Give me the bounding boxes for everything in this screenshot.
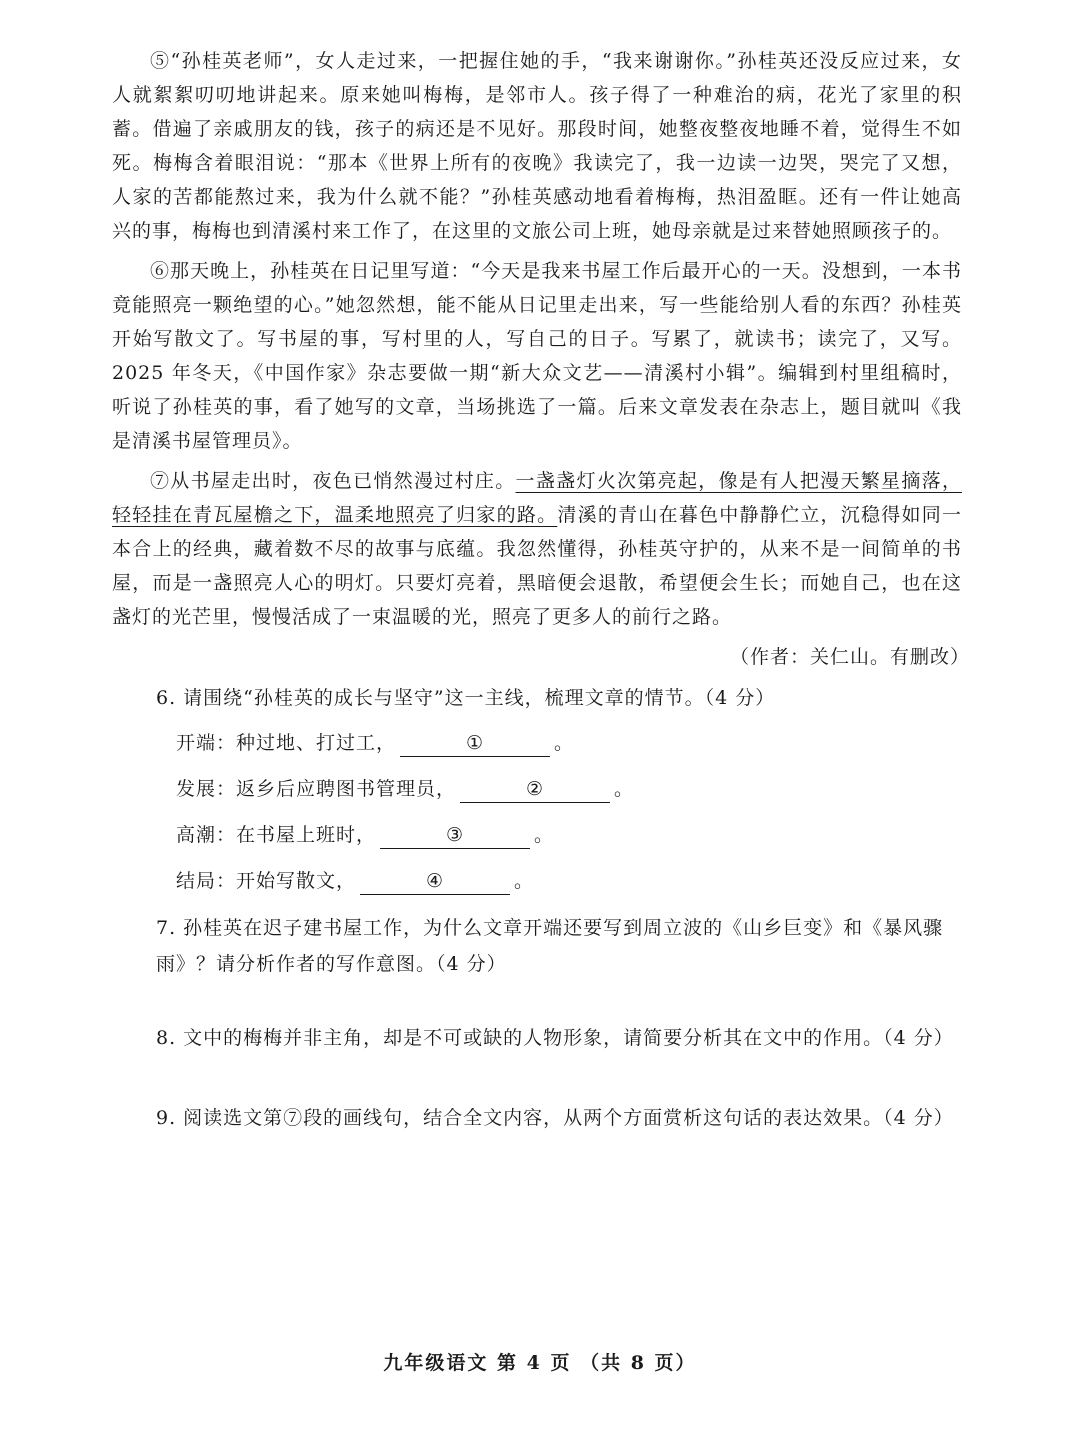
- plot-end: 。: [514, 870, 535, 892]
- plot-label: 结局：开始写散文，: [176, 870, 357, 892]
- plot-row-ending: [176, 858, 962, 904]
- plot-end: 。: [554, 732, 575, 754]
- plot-end: 。: [614, 778, 635, 800]
- paragraph-7-rest: 清溪的青山在暮色中静静伫立，沉稳得如同一本合上的经典，藏着数不尽的故事与底蕴。我忽然懂得，孙桂英守护的，从来不是一间简单的书屋，而是一盏照亮人心的明灯。只要灯亮着，黑暗便会退散，希望便会生长；而她自己，也在这盏灯的光芒里，慢慢活成了一束温暖的光，照亮了更多人的前行之路。: [112, 504, 962, 628]
- plot-end: 。: [534, 824, 555, 846]
- answer-blank[interactable]: ①: [400, 730, 550, 757]
- plot-outline: [176, 720, 962, 904]
- plot-row-development: [176, 766, 962, 812]
- question-6: 6. 请围绕“孙桂英的成长与坚守”这一主线，梳理文章的情节。（4 分）: [156, 687, 776, 709]
- question-8: 8. 文中的梅梅并非主角，却是不可或缺的人物形象，请简要分析其在文中的作用。（4 分）: [156, 1027, 954, 1049]
- plot-row-beginning: [176, 720, 962, 766]
- plot-label: 开端：种过地、打过工，: [176, 732, 397, 754]
- paragraph-7: [112, 464, 962, 634]
- plot-label: 高潮：在书屋上班时，: [176, 824, 377, 846]
- answer-blank[interactable]: ③: [380, 822, 530, 849]
- answer-blank[interactable]: ②: [460, 776, 610, 803]
- paragraph-5: ⑤“孙桂英老师”，女人走过来，一把握住她的手，“我来谢谢你。”孙桂英还没反应过来，女人就絮絮叨叨地讲起来。原来她叫梅梅，是邻市人。孩子得了一种难治的病，花光了家里的积蓄。借遍了亲戚朋友的钱，孩子的病还是不见好。那段时间，她整夜整夜地睡不着，觉得生不如死。梅梅含着眼泪说：“那本《世界上所有的夜晚》我读完了，我一边读一边哭，哭完了又想，人家的苦都能熬过来，我为什么就不能？”孙桂英感动地看着梅梅，热泪盈眶。还有一件让她高兴的事，梅梅也到清溪村来工作了，在这里的文旅公司上班，她母亲就是过来替她照顾孩子的。: [112, 50, 962, 242]
- question-7: 7. 孙桂英在迟子建书屋工作，为什么文章开端还要写到周立波的《山乡巨变》和《暴风骤雨》？请分析作者的写作意图。（4 分）: [156, 917, 944, 975]
- question-9: 9. 阅读选文第⑦段的画线句，结合全文内容，从两个方面赏析这句话的表达效果。（4 分）: [156, 1107, 954, 1129]
- plot-row-climax: [176, 812, 962, 858]
- author-attribution: （作者：关仁山。有删改）: [729, 646, 970, 668]
- plot-label: 发展：返乡后应聘图书管理员，: [176, 778, 457, 800]
- paragraph-6: ⑥那天晚上，孙桂英在日记里写道：“今天是我来书屋工作后最开心的一天。没想到，一本书竟能照亮一颗绝望的心。”她忽然想，能不能从日记里走出来，写一些能给别人看的东西？孙桂英开始写散文了。写书屋的事，写村里的人，写自己的日子。写累了，就读书；读完了，又写。2025 年冬天，《中国作家》杂志要做一期“新大众文艺——清溪村小辑”。编辑到村里组稿时，听说了孙桂英的事，看了她写的文章，当场挑选了一篇。后来文章发表在杂志上，题目就叫《我是清溪书屋管理员》。: [112, 260, 962, 452]
- underlined-sentence: 一盏盏灯火次第亮起，像是有人把漫天繁星摘落，轻轻挂在青瓦屋檐之下，温柔地照亮了归家的路。: [112, 470, 962, 526]
- answer-blank[interactable]: ④: [360, 868, 510, 895]
- paragraph-7-lead: ⑦从书屋走出时，夜色已悄然漫过村庄。: [150, 470, 516, 492]
- page-footer: 九年级语文 第 4 页 （共 8 页）: [383, 1352, 697, 1374]
